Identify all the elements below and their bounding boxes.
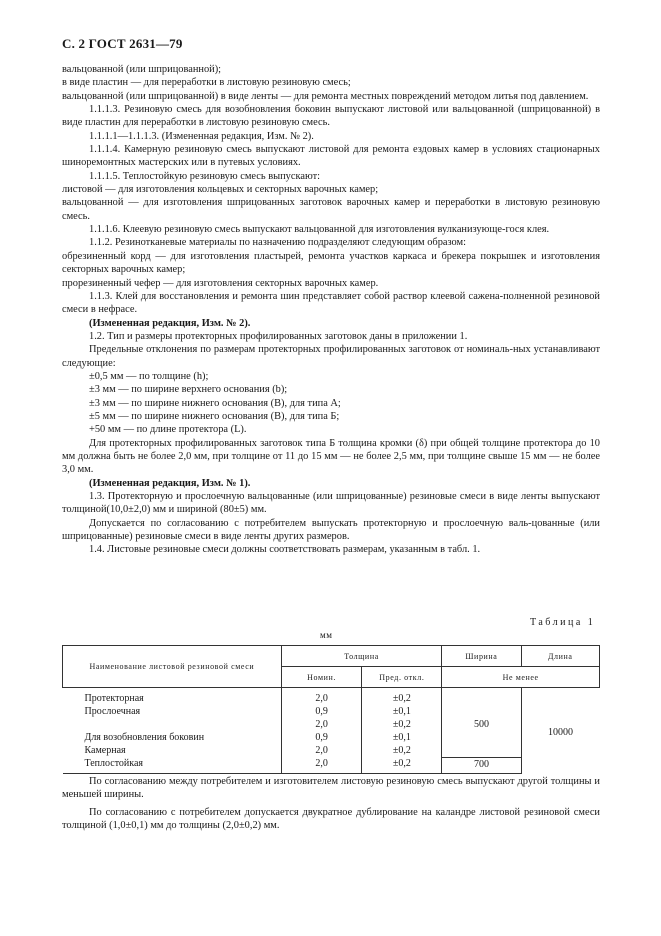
paragraph: 1.4. Листовые резиновые смеси должны соответствовать размерам, указанным в табл. 1.	[89, 544, 481, 556]
cell-tolerance: ±0,2	[362, 718, 442, 731]
cell-tolerance: ±0,1	[362, 731, 442, 744]
cell-nominal: 2,0	[281, 718, 362, 731]
amendment-note: (Измененная редакция, Изм. № 2).	[89, 317, 251, 329]
col-header-not-less: Не менее	[442, 667, 600, 688]
page-header: С. 2 ГОСТ 2631—79	[62, 36, 183, 51]
paragraph: 1.1.2. Резинотканевые материалы по назначению подразделяют следующим образом:	[89, 237, 467, 249]
col-header-width: Ширина	[442, 646, 521, 667]
col-header-nominal: Номин.	[281, 667, 362, 688]
cell-length: 10000	[548, 727, 574, 738]
tolerance-item: ±5 мм — по ширине нижнего основания (B), для типа Б;	[89, 410, 340, 422]
tolerance-item: ±3 мм — по ширине верхнего основания (b);	[89, 384, 288, 396]
amendment-note: (Измененная редакция, Изм. № 1).	[89, 477, 251, 489]
paragraph: вальцованной — для изготовления шприцованных заготовок варочных камер и переработки в листовую резиновую смесь.	[62, 197, 600, 222]
closing-text	[62, 775, 600, 832]
cell-name: Протекторная	[63, 688, 282, 706]
col-header-thickness: Толщина	[281, 646, 442, 667]
paragraph: Предельные отклонения по размерам протекторных профилированных заготовок от номиналь-ных устанавливают следующие:	[62, 344, 600, 369]
table-row	[63, 688, 600, 706]
cell-name: Прослоечная	[63, 705, 282, 718]
paragraph: 1.1.1.3. Резиновую смесь для возобновления боковин выпускают листовой или вальцованной (шприцованной) в виде пластин для переработки в листовую резиновую смесь.	[62, 104, 600, 129]
paragraph: листовой — для изготовления кольцевых и секторных варочных камер;	[62, 184, 379, 196]
body-text	[62, 63, 600, 557]
paragraph: 1.1.1.1—1.1.1.3. (Измененная редакция, Изм. № 2).	[89, 130, 314, 142]
paragraph: 1.1.1.5. Теплостойкую резиновую смесь выпускают:	[89, 170, 321, 182]
table-unit: мм	[320, 630, 333, 640]
paragraph: Для протекторных профилированных заготовок типа Б толщина кромки (δ) при общей толщине протектора до 10 мм должна быть не более 2,0 мм, при толщине от 11 до 15 мм — не более 2,5 мм, при толщине свыше 15 мм — не более 3,0 мм.	[62, 437, 600, 476]
table-title: Таблица 1	[530, 617, 596, 628]
paragraph: 1.2. Тип и размеры протекторных профилированных заготовок даны в приложении 1.	[89, 330, 468, 342]
paragraph: обрезиненный корд — для изготовления пластырей, ремонта участков каркаса и брекера покрышек и изготовления секторных варочных камер;	[62, 250, 600, 276]
col-header-length: Длина	[521, 646, 599, 667]
cell-tolerance: ±0,1	[362, 705, 442, 718]
paragraph: 1.1.1.4. Камерную резиновую смесь выпускают листовой для ремонта ездовых камер в условиях стационарных шиноремонтных мастерских или в путевых условиях.	[62, 144, 600, 169]
cell-nominal: 0,9	[281, 731, 362, 744]
paragraph: в виде пластин — для переработки в листовую резиновую смесь;	[62, 77, 351, 89]
tolerance-item: +50 мм — по длине протектора (L).	[89, 424, 247, 436]
tolerance-item: ±0,5 мм — по толщине (h);	[89, 370, 209, 382]
paragraph: вальцованной (или шприцованной) в виде ленты — для ремонта местных повреждений методом литья под давлением.	[62, 90, 589, 102]
cell-name: Теплостойкая	[63, 757, 282, 773]
cell-width-500: 500	[442, 688, 521, 758]
table-row	[63, 757, 600, 773]
col-header-name: Наименование листовой резиновой смеси	[63, 646, 282, 688]
col-header-tolerance: Пред. откл.	[362, 667, 442, 688]
cell-tolerance: ±0,2	[362, 744, 442, 757]
paragraph: 1.1.1.6. Клеевую резиновую смесь выпускают вальцованной для изготовления вулканизующе-гося клея.	[89, 224, 550, 236]
cell-nominal: 2,0	[281, 688, 362, 706]
cell-name: Камерная	[63, 744, 282, 757]
paragraph: По согласованию между потребителем и изготовителем листовую резиновую смесь выпускают другой толщины и меньшей ширины.	[62, 776, 600, 801]
cell-width-700: 700	[442, 757, 521, 773]
paragraph: вальцованной (или шприцованной);	[62, 64, 222, 75]
paragraph: По согласованию с потребителем допускается двукратное дублирование на каландре листовой резиновой смеси толщиной (1,0±0,1) мм до толщины (2,0±0,2) мм.	[62, 806, 600, 832]
cell-nominal: 2,0	[281, 744, 362, 757]
paragraph: 1.3. Протекторную и прослоечную вальцованные (или шприцованные) резиновые смеси в виде ленты выпускают толщиной(10,0±2,0) мм и шириной (80±5) мм.	[62, 491, 600, 516]
cell-name: Для возобновления боковин	[63, 731, 282, 744]
cell-tolerance: ±0,2	[362, 757, 442, 773]
dimensions-table	[62, 645, 600, 774]
cell-nominal: 2,0	[281, 757, 362, 773]
cell-nominal: 0,9	[281, 705, 362, 718]
paragraph: 1.1.3. Клей для восстановления и ремонта шин представляет собой раствор клеевой сажена-полненной резиновой смеси в нефрасе.	[62, 290, 600, 316]
cell-tolerance: ±0,2	[362, 688, 442, 706]
paragraph: Допускается по согласованию с потребителем выпускать протекторную и прослоечную валь-цованные (или шприцованные) резиновые смеси в виде ленты других размеров.	[62, 517, 600, 543]
cell-name	[63, 718, 282, 731]
paragraph: прорезиненный чефер — для изготовления секторных варочных камер.	[62, 277, 379, 289]
tolerance-item: ±3 мм — по ширине нижнего основания (B), для типа А;	[89, 397, 341, 409]
